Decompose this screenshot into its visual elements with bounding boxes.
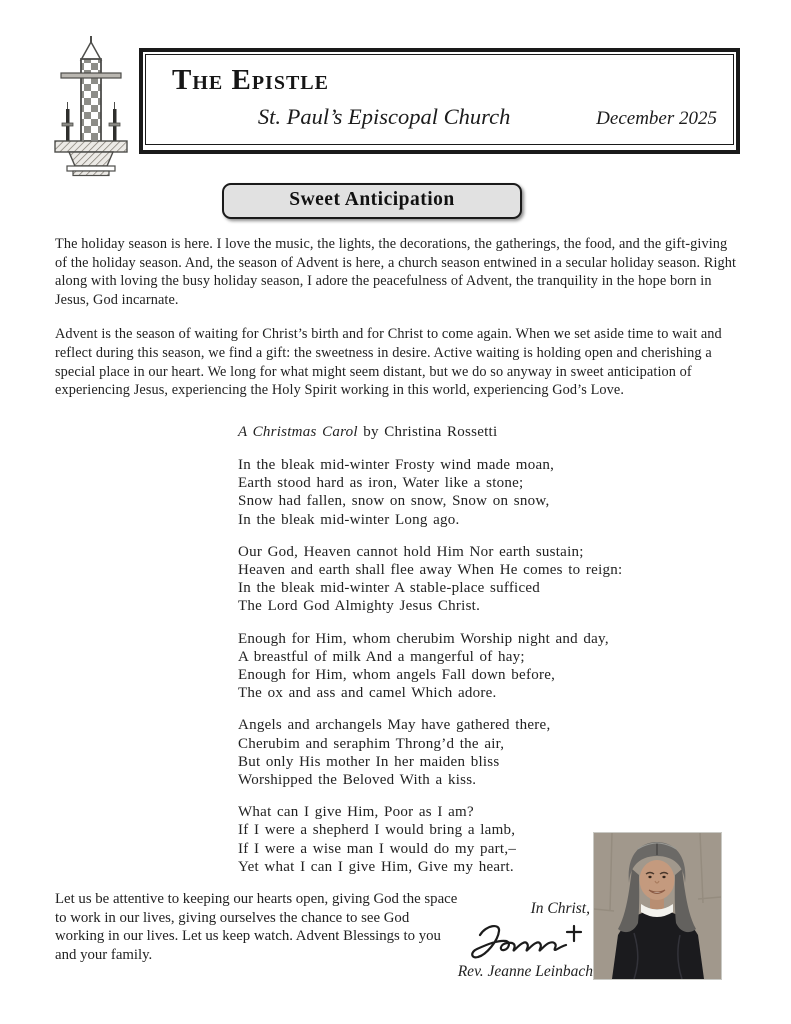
paragraph-2: Advent is the season of waiting for Christ’s birth and for Christ to come again. When we set aside time to wait and reflect during this season, we find a gift: the sweetness in desire. Active waiting is holding open and cherishing a special place in our heart. We long for what might seem distant, but we do so anyway in sweet anticipation of experiencing Jesus, experiencing the Holy Spirit working in this world, experiencing God’s Love. (55, 326, 722, 399)
poem-line: In the bleak mid-winter Frosty wind made moan, (238, 456, 555, 473)
poem-line: Enough for Him, whom angels Fall down before, (238, 666, 556, 683)
masthead (55, 35, 740, 177)
poem-title-author: by Christina Rossetti (357, 423, 498, 440)
poem-line: Cherubim and seraphim Throng’d the air, (238, 735, 505, 752)
issue-date: December 2025 (596, 108, 717, 130)
newsletter-title: The Epistle (172, 64, 329, 96)
poem-stanza-1 (238, 456, 740, 529)
poem-line: Angels and archangels May have gathered there, (238, 717, 551, 734)
poem-line: If I were a shepherd I would bring a lamb, (238, 822, 516, 839)
poem-line: The Lord God Almighty Jesus Christ. (238, 598, 481, 615)
poem-line: Snow had fallen, snow on snow, Snow on snow, (238, 493, 550, 510)
church-tower-illustration-icon (49, 35, 133, 177)
article-heading: Sweet Anticipation (222, 183, 522, 219)
poem-stanza-3 (238, 630, 740, 703)
poem (238, 423, 740, 876)
church-name: St. Paul’s Episcopal Church (257, 104, 511, 130)
poem-line: If I were a wise man I would do my part,– (238, 840, 517, 857)
poem-stanza-4 (238, 716, 740, 789)
poem-line: Our God, Heaven cannot hold Him Nor earth sustain; (238, 543, 584, 560)
poem-line: Earth stood hard as iron, Water like a stone; (238, 475, 524, 492)
jeanne-signature-icon (466, 919, 588, 963)
masthead-box (139, 48, 740, 154)
poem-line: But only His mother In her maiden bliss (238, 753, 500, 770)
poem-line: Heaven and earth shall flee away When He comes to reign: (238, 561, 623, 578)
poem-line: In the bleak mid-winter Long ago. (238, 511, 460, 528)
poem-line: In the bleak mid-winter A stable-place sufficed (238, 580, 541, 597)
signature-block (448, 900, 593, 981)
poem-line: A breastful of milk And a mangerful of hay; (238, 648, 525, 665)
poem-line: The ox and ass and camel Which adore. (238, 685, 497, 702)
rev-jeanne-portrait-photo (593, 832, 722, 980)
poem-line: Enough for Him, whom cherubim Worship night and day, (238, 630, 609, 647)
poem-line: Worshipped the Beloved With a kiss. (238, 772, 477, 788)
paragraph-1: The holiday season is here. I love the music, the lights, the decorations, the gatherings, the food, and the gift-giving of the holiday season. And, the season of Advent is here, a church season entwined in a secular holiday season. Right along with loving the busy holiday season, I adore the peacefulness of Advent, the tranquility in the hope born in Jesus, God incarnate. (55, 236, 737, 308)
signature-name: Rev. Jeanne Leinbach (457, 963, 593, 980)
poem-line: What can I give Him, Poor as I am? (238, 804, 474, 821)
poem-stanza-2 (238, 543, 740, 616)
poem-title (238, 423, 740, 441)
poem-title-italic: A Christmas Carol (238, 423, 358, 440)
closing-paragraph: Let us be attentive to keeping our hearts open, giving God the space to work in our lives, giving ourselves the chance to see God working in our lives. Let us keep watch. Advent Blessings to you and your family. (55, 891, 458, 963)
salutation: In Christ, (530, 900, 590, 917)
poem-line: Yet what I can I give Him, Give my heart. (238, 858, 514, 875)
